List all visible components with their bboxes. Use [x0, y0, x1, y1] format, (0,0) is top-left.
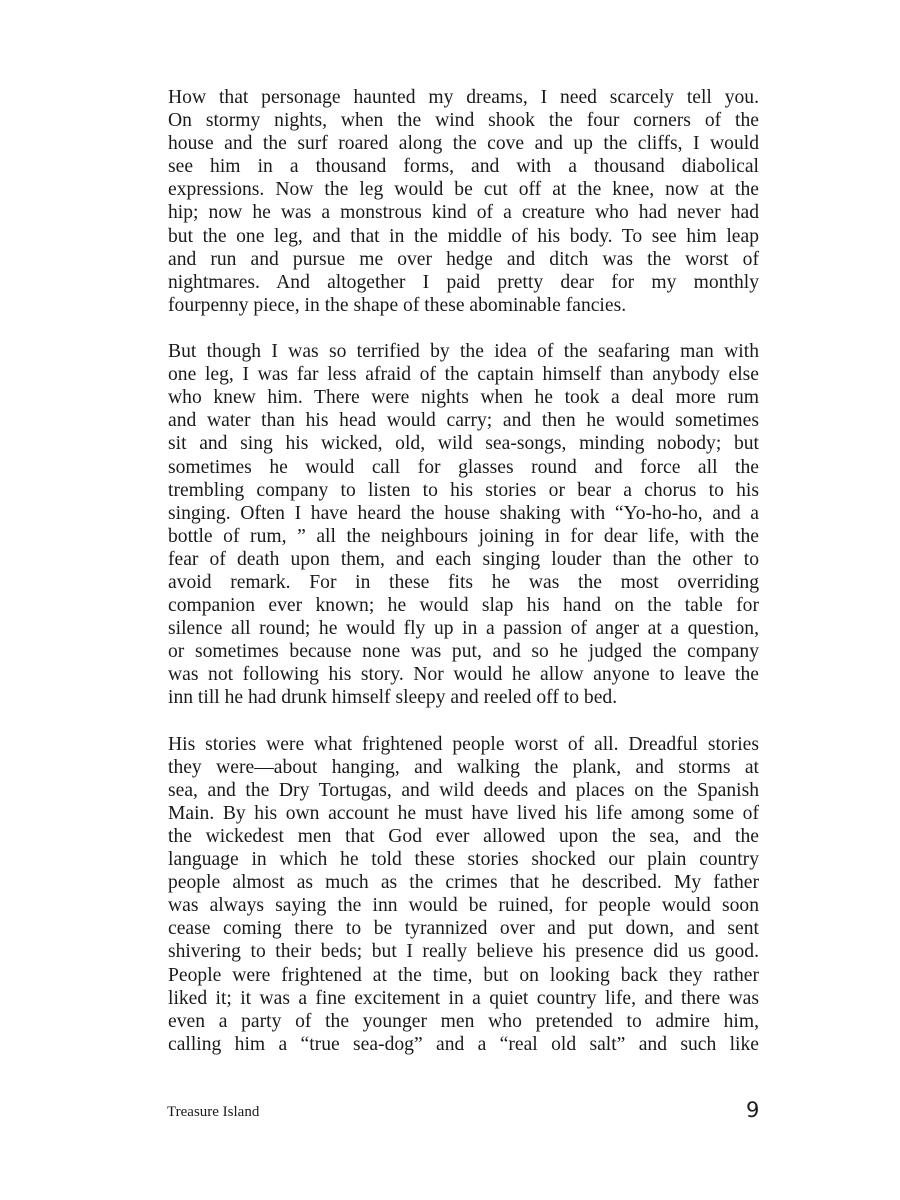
text-line: and run and pursue me over hedge and ditch was the worst of: [168, 248, 759, 270]
text-line: cease coming there to be tyrannized over and put down, and sent: [168, 918, 759, 940]
text-line: People were frightened at the time, but on looking back they rather: [168, 964, 759, 986]
text-line: sea, and the Dry Tortugas, and wild deeds and places on the Spanish: [168, 779, 759, 801]
text-line: bottle of rum, ” all the neighbours joining in for dear life, with the: [168, 525, 759, 547]
text-line: On stormy nights, when the wind shook the four corners of the: [168, 110, 759, 132]
text-line: silence all round; he would fly up in a passion of anger at a question,: [168, 618, 759, 640]
text-line: Main. By his own account he must have lived his life among some of: [168, 802, 759, 824]
text-line: who knew him. There were nights when he took a deal more rum: [168, 387, 759, 409]
text-line: even a party of the younger men who pretended to admire him,: [168, 1010, 759, 1032]
text-line: and water than his head would carry; and then he would sometimes: [168, 410, 759, 432]
body-text: [168, 86, 759, 1079]
text-line: see him in a thousand forms, and with a thousand diabolical: [168, 156, 759, 178]
paragraph: [168, 340, 759, 710]
page-number: 9: [746, 1098, 760, 1122]
text-line: they were—about hanging, and walking the plank, and storms at: [168, 756, 759, 778]
text-line: trembling company to listen to his stories or bear a chorus to his: [168, 479, 759, 501]
text-line: liked it; it was a fine excitement in a quiet country life, and there was: [168, 987, 759, 1009]
text-line: singing. Often I have heard the house shaking with “Yo-ho-ho, and a: [168, 502, 759, 524]
text-line: or sometimes because none was put, and so he judged the company: [168, 641, 759, 663]
text-line: expressions. Now the leg would be cut off at the knee, now at the: [168, 179, 759, 201]
text-line: language in which he told these stories shocked our plain country: [168, 849, 759, 871]
text-line: fear of death upon them, and each singing louder than the other to: [168, 548, 759, 570]
text-line: His stories were what frightened people worst of all. Dreadful stories: [168, 733, 759, 755]
running-footer-title: Treasure Island: [167, 1104, 260, 1120]
text-line: avoid remark. For in these fits he was the most overriding: [168, 571, 759, 593]
text-line: inn till he had drunk himself sleepy and reeled off to bed.: [168, 687, 618, 709]
text-line: was always saying the inn would be ruined, for people would soon: [168, 895, 759, 917]
text-line: shivering to their beds; but I really believe his presence did us good.: [168, 941, 759, 963]
text-line: companion ever known; he would slap his hand on the table for: [168, 595, 759, 617]
text-line: How that personage haunted my dreams, I need scarcely tell you.: [168, 87, 759, 108]
text-line: one leg, I was far less afraid of the captain himself than anybody else: [168, 364, 759, 386]
text-line: was not following his story. Nor would he allow anyone to leave the: [168, 664, 759, 686]
paragraph: [168, 733, 759, 1056]
text-line: fourpenny piece, in the shape of these abominable fancies.: [168, 294, 627, 316]
text-line: calling him a “true sea-dog” and a “real old salt” and such like: [168, 1033, 759, 1055]
text-line: house and the surf roared along the cove and up the cliffs, I would: [168, 133, 759, 155]
text-line: people almost as much as the crimes that he described. My father: [168, 872, 759, 894]
text-line: but the one leg, and that in the middle of his body. To see him leap: [168, 225, 759, 247]
paragraph: [168, 86, 759, 317]
text-line: the wickedest men that God ever allowed upon the sea, and the: [168, 826, 759, 847]
text-line: nightmares. And altogether I paid pretty dear for my monthly: [168, 271, 759, 293]
text-line: But though I was so terrified by the idea of the seafaring man with: [168, 341, 759, 363]
text-line: sometimes he would call for glasses round and force all the: [168, 456, 759, 478]
text-line: hip; now he was a monstrous kind of a creature who had never had: [168, 202, 759, 224]
text-line: sit and sing his wicked, old, wild sea-songs, minding nobody; but: [168, 433, 759, 455]
